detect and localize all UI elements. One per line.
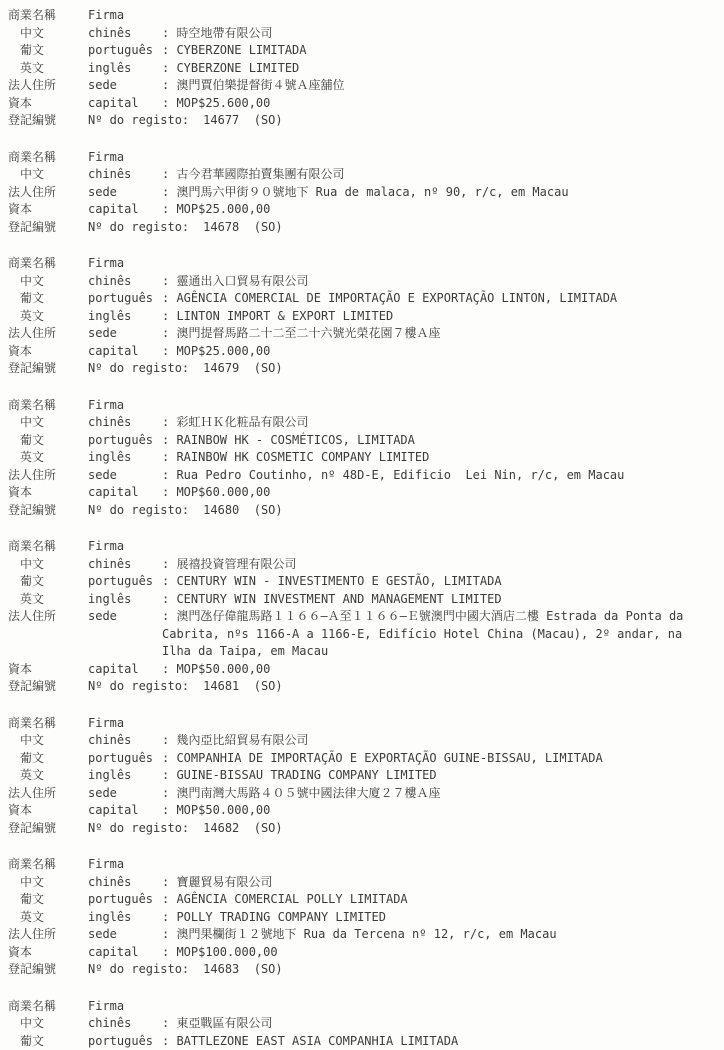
chinese-name: : 彩虹ＨＫ化粧品有限公司 <box>162 414 718 432</box>
chinese-label-pt: chinês <box>88 414 162 432</box>
portuguese-name-row <box>8 573 718 591</box>
capital-row <box>8 201 718 219</box>
portuguese-label-pt: português <box>88 1033 162 1050</box>
firm-label-pt: Firma <box>88 397 162 415</box>
english-name-row <box>8 767 718 785</box>
capital-label-pt: capital <box>88 95 162 113</box>
chinese-label-zh: 中文 <box>8 414 88 432</box>
english-name-row <box>8 909 718 927</box>
firm-label-zh: 商業名稱 <box>8 856 88 874</box>
seat-address: : Rua Pedro Coutinho, nº 48D-E, Edificio Lei Nin, r/c, em Macau <box>162 467 718 485</box>
capital-label-pt: capital <box>88 661 162 679</box>
portuguese-name: : BATTLEZONE EAST ASIA COMPANHIA LIMITADA <box>162 1033 718 1050</box>
portuguese-name-row <box>8 432 718 450</box>
capital-label-pt: capital <box>88 343 162 361</box>
firm-row <box>8 397 718 415</box>
firm-label-pt: Firma <box>88 538 162 556</box>
firm-label-pt: Firma <box>88 7 162 25</box>
english-label-pt: inglês <box>88 60 162 78</box>
registry-label-pt: Nº do registo: <box>88 961 189 979</box>
registry-number: 14678 (SO) <box>189 219 282 237</box>
seat-address: : 澳門賈伯樂提督街４號Ａ座舖位 <box>162 77 718 95</box>
chinese-name-row <box>8 732 718 750</box>
capital-value: : MOP$25.000,00 <box>162 343 718 361</box>
seat-label-pt: sede <box>88 608 162 661</box>
registry-number: 14682 (SO) <box>189 820 282 838</box>
portuguese-label-zh: 葡文 <box>8 573 88 591</box>
english-label-pt: inglês <box>88 308 162 326</box>
registry-row <box>8 678 718 696</box>
seat-row <box>8 608 718 661</box>
portuguese-label-pt: português <box>88 42 162 60</box>
registry-label-zh: 登記編號 <box>8 502 88 520</box>
chinese-label-pt: chinês <box>88 732 162 750</box>
seat-row <box>8 184 718 202</box>
portuguese-label-zh: 葡文 <box>8 42 88 60</box>
chinese-name: : 展禧投資管理有限公司 <box>162 556 718 574</box>
portuguese-name: : AGÊNCIA COMERCIAL DE IMPORTAÇÃO E EXPORTAÇÃO LINTON, LIMITADA <box>162 290 718 308</box>
firm-label-zh: 商業名稱 <box>8 7 88 25</box>
firm-row <box>8 538 718 556</box>
seat-label-pt: sede <box>88 926 162 944</box>
capital-label-pt: capital <box>88 944 162 962</box>
english-name-row <box>8 449 718 467</box>
capital-value: : MOP$50.000,00 <box>162 802 718 820</box>
english-name: : RAINBOW HK COSMETIC COMPANY LIMITED <box>162 449 718 467</box>
seat-address: : 澳門提督馬路二十二至二十六號光榮花園７樓Ａ座 <box>162 325 718 343</box>
seat-label-zh: 法人住所 <box>8 467 88 485</box>
registry-label-zh: 登記編號 <box>8 961 88 979</box>
chinese-name-row <box>8 414 718 432</box>
chinese-name-row <box>8 166 718 184</box>
firm-label-pt: Firma <box>88 255 162 273</box>
registry-label-pt: Nº do registo: <box>88 360 189 378</box>
seat-address: : 澳門南灣大馬路４０５號中國法律大廈２７樓Ａ座 <box>162 785 718 803</box>
chinese-name-row <box>8 25 718 43</box>
chinese-name-row <box>8 874 718 892</box>
firm-label-pt: Firma <box>88 149 162 167</box>
portuguese-name: : COMPANHIA DE IMPORTAÇÃO E EXPORTAÇÃO GUINE-BISSAU, LIMITADA <box>162 750 718 768</box>
registry-number: 14680 (SO) <box>189 502 282 520</box>
english-label-zh: 英文 <box>8 60 88 78</box>
seat-label-zh: 法人住所 <box>8 184 88 202</box>
chinese-label-zh: 中文 <box>8 556 88 574</box>
portuguese-name: : AGÊNCIA COMERCIAL POLLY LIMITADA <box>162 891 718 909</box>
chinese-name: : 時空地帶有限公司 <box>162 25 718 43</box>
registration-record <box>8 538 718 696</box>
portuguese-name-row <box>8 42 718 60</box>
registration-record <box>8 715 718 838</box>
firm-label-pt: Firma <box>88 856 162 874</box>
registry-label-zh: 登記編號 <box>8 112 88 130</box>
seat-row <box>8 785 718 803</box>
firm-label-zh: 商業名稱 <box>8 538 88 556</box>
seat-row <box>8 325 718 343</box>
registry-label-pt: Nº do registo: <box>88 678 189 696</box>
capital-label-pt: capital <box>88 484 162 502</box>
capital-label-zh: 資本 <box>8 484 88 502</box>
registry-number: 14677 (SO) <box>189 112 282 130</box>
portuguese-name: : CYBERZONE LIMITADA <box>162 42 718 60</box>
firm-label-zh: 商業名稱 <box>8 397 88 415</box>
english-name: : LINTON IMPORT & EXPORT LIMITED <box>162 308 718 326</box>
chinese-label-zh: 中文 <box>8 1015 88 1033</box>
registry-label-zh: 登記編號 <box>8 820 88 838</box>
seat-label-zh: 法人住所 <box>8 77 88 95</box>
english-name: : GUINE-BISSAU TRADING COMPANY LIMITED <box>162 767 718 785</box>
capital-value: : MOP$50.000,00 <box>162 661 718 679</box>
capital-row <box>8 944 718 962</box>
firm-row <box>8 856 718 874</box>
registry-row <box>8 360 718 378</box>
registry-label-pt: Nº do registo: <box>88 112 189 130</box>
firm-label-zh: 商業名稱 <box>8 149 88 167</box>
capital-label-zh: 資本 <box>8 343 88 361</box>
seat-address: : 澳門果欄街１２號地下 Rua da Tercena nº 12, r/c, em Macau <box>162 926 718 944</box>
english-label-zh: 英文 <box>8 909 88 927</box>
english-label-zh: 英文 <box>8 308 88 326</box>
registration-record <box>8 856 718 979</box>
seat-address: : 澳門氹仔偉龍馬路１１６６—Ａ至１１６６—Ｅ號澳門中國大酒店二樓 Estrada da Ponta da Cabrita, nºs 1166-A a 1166-E, Edifício Hotel China (Macau), 2º andar, na Ilha da Taipa, em Macau <box>162 608 718 661</box>
registry-row <box>8 219 718 237</box>
seat-row <box>8 926 718 944</box>
english-name: : POLLY TRADING COMPANY LIMITED <box>162 909 718 927</box>
chinese-name-row <box>8 556 718 574</box>
registry-number: 14683 (SO) <box>189 961 282 979</box>
chinese-label-zh: 中文 <box>8 874 88 892</box>
english-label-pt: inglês <box>88 909 162 927</box>
english-name-row <box>8 60 718 78</box>
portuguese-label-zh: 葡文 <box>8 750 88 768</box>
english-name: : CENTURY WIN INVESTMENT AND MANAGEMENT LIMITED <box>162 591 718 609</box>
seat-label-pt: sede <box>88 325 162 343</box>
registry-row <box>8 502 718 520</box>
capital-row <box>8 343 718 361</box>
firm-row <box>8 255 718 273</box>
portuguese-name-row <box>8 290 718 308</box>
portuguese-label-pt: português <box>88 891 162 909</box>
firm-label-zh: 商業名稱 <box>8 998 88 1016</box>
chinese-label-pt: chinês <box>88 874 162 892</box>
registration-record <box>8 255 718 378</box>
chinese-label-zh: 中文 <box>8 732 88 750</box>
firm-row <box>8 149 718 167</box>
registration-record <box>8 998 718 1050</box>
english-label-zh: 英文 <box>8 767 88 785</box>
chinese-label-zh: 中文 <box>8 25 88 43</box>
registry-number: 14679 (SO) <box>189 360 282 378</box>
chinese-label-pt: chinês <box>88 25 162 43</box>
registration-record <box>8 149 718 237</box>
capital-value: : MOP$25.600,00 <box>162 95 718 113</box>
registry-row <box>8 961 718 979</box>
registration-record <box>8 397 718 520</box>
portuguese-name-row <box>8 891 718 909</box>
portuguese-name-row <box>8 1033 718 1050</box>
registration-record <box>8 7 718 130</box>
seat-label-zh: 法人住所 <box>8 608 88 661</box>
english-name-row <box>8 308 718 326</box>
firm-label-zh: 商業名稱 <box>8 255 88 273</box>
registry-label-zh: 登記編號 <box>8 678 88 696</box>
capital-row <box>8 661 718 679</box>
registry-row <box>8 112 718 130</box>
capital-label-zh: 資本 <box>8 802 88 820</box>
chinese-name: : 寶麗貿易有限公司 <box>162 874 718 892</box>
seat-label-pt: sede <box>88 785 162 803</box>
english-label-pt: inglês <box>88 767 162 785</box>
chinese-name: : 靈通出入口貿易有限公司 <box>162 273 718 291</box>
english-name: : CYBERZONE LIMITED <box>162 60 718 78</box>
chinese-name-row <box>8 1015 718 1033</box>
capital-row <box>8 802 718 820</box>
portuguese-label-zh: 葡文 <box>8 290 88 308</box>
portuguese-name: : RAINBOW HK - COSMÉTICOS, LIMITADA <box>162 432 718 450</box>
portuguese-label-pt: português <box>88 573 162 591</box>
firm-row <box>8 715 718 733</box>
firm-row <box>8 998 718 1016</box>
capital-value: : MOP$60.000,00 <box>162 484 718 502</box>
portuguese-name-row <box>8 750 718 768</box>
registry-label-pt: Nº do registo: <box>88 219 189 237</box>
firm-label-pt: Firma <box>88 715 162 733</box>
capital-label-zh: 資本 <box>8 201 88 219</box>
registry-row <box>8 820 718 838</box>
registry-label-pt: Nº do registo: <box>88 820 189 838</box>
capital-row <box>8 484 718 502</box>
capital-row <box>8 95 718 113</box>
chinese-label-pt: chinês <box>88 166 162 184</box>
registry-label-zh: 登記編號 <box>8 360 88 378</box>
capital-value: : MOP$100.000,00 <box>162 944 718 962</box>
portuguese-label-zh: 葡文 <box>8 1033 88 1050</box>
portuguese-name: : CENTURY WIN - INVESTIMENTO E GESTÃO, LIMITADA <box>162 573 718 591</box>
english-label-zh: 英文 <box>8 591 88 609</box>
capital-label-zh: 資本 <box>8 661 88 679</box>
chinese-name: : 東亞戰區有限公司 <box>162 1015 718 1033</box>
chinese-label-zh: 中文 <box>8 273 88 291</box>
seat-label-zh: 法人住所 <box>8 325 88 343</box>
firm-row <box>8 7 718 25</box>
portuguese-label-pt: português <box>88 432 162 450</box>
seat-row <box>8 467 718 485</box>
firm-label-pt: Firma <box>88 998 162 1016</box>
portuguese-label-pt: português <box>88 290 162 308</box>
capital-label-pt: capital <box>88 201 162 219</box>
english-label-pt: inglês <box>88 449 162 467</box>
seat-row <box>8 77 718 95</box>
registry-label-pt: Nº do registo: <box>88 502 189 520</box>
chinese-label-zh: 中文 <box>8 166 88 184</box>
firm-label-zh: 商業名稱 <box>8 715 88 733</box>
capital-label-zh: 資本 <box>8 944 88 962</box>
capital-value: : MOP$25.000,00 <box>162 201 718 219</box>
seat-label-pt: sede <box>88 77 162 95</box>
english-label-pt: inglês <box>88 591 162 609</box>
seat-address: : 澳門馬六甲街９０號地下 Rua de malaca, nº 90, r/c, em Macau <box>162 184 718 202</box>
seat-label-zh: 法人住所 <box>8 926 88 944</box>
capital-label-pt: capital <box>88 802 162 820</box>
english-name-row <box>8 591 718 609</box>
chinese-label-pt: chinês <box>88 1015 162 1033</box>
seat-label-pt: sede <box>88 467 162 485</box>
capital-label-zh: 資本 <box>8 95 88 113</box>
seat-label-pt: sede <box>88 184 162 202</box>
portuguese-label-zh: 葡文 <box>8 891 88 909</box>
chinese-label-pt: chinês <box>88 273 162 291</box>
chinese-label-pt: chinês <box>88 556 162 574</box>
registry-number: 14681 (SO) <box>189 678 282 696</box>
chinese-name: : 古今君華國際拍賣集團有限公司 <box>162 166 718 184</box>
portuguese-label-zh: 葡文 <box>8 432 88 450</box>
chinese-name: : 幾內亞比紹貿易有限公司 <box>162 732 718 750</box>
registry-label-zh: 登記編號 <box>8 219 88 237</box>
portuguese-label-pt: português <box>88 750 162 768</box>
chinese-name-row <box>8 273 718 291</box>
english-label-zh: 英文 <box>8 449 88 467</box>
seat-label-zh: 法人住所 <box>8 785 88 803</box>
